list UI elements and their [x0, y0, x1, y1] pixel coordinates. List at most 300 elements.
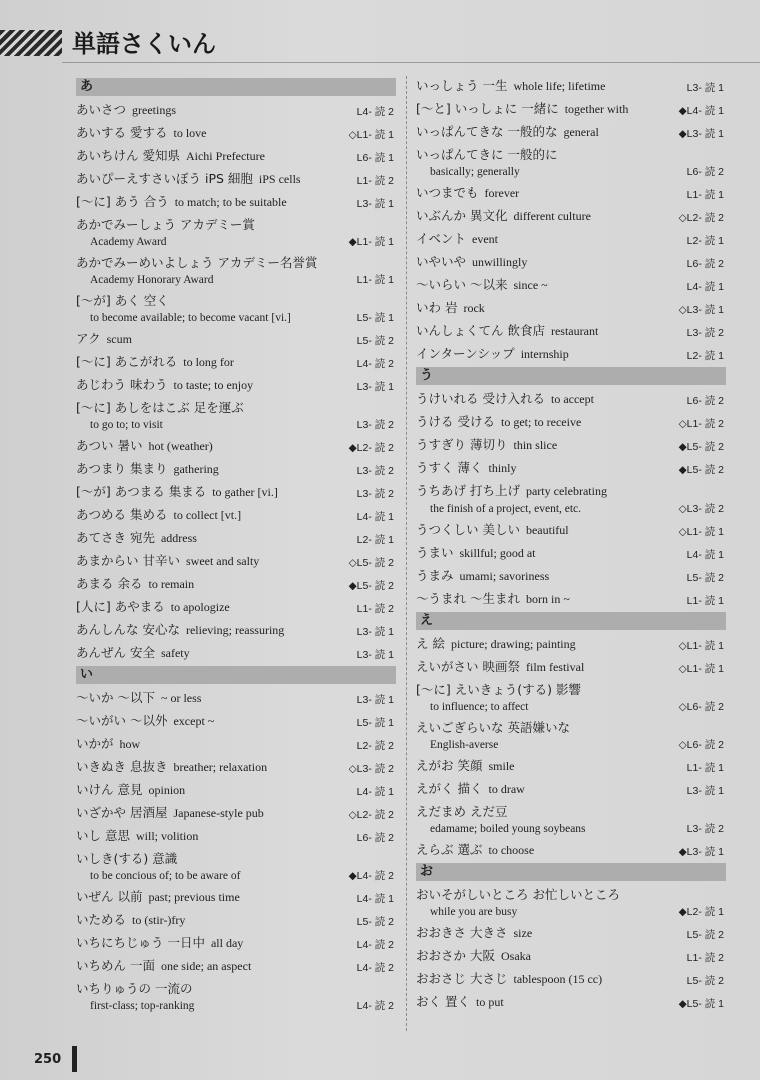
- entry-meaning: restaurant: [550, 324, 599, 338]
- entry-reference: L1- 読 2: [356, 603, 394, 615]
- entry-line: [76, 528, 394, 548]
- entry-line: [76, 826, 394, 846]
- entry-word: えらぶ 選ぶ: [416, 842, 483, 857]
- entry-line: [416, 229, 724, 249]
- index-entry: [76, 291, 396, 326]
- index-entry: [416, 458, 726, 478]
- entry-line: [76, 597, 394, 617]
- entry-line: [416, 680, 724, 699]
- index-entry: [416, 634, 726, 654]
- entry-meaning-continued: the finish of a project, event, etc.: [430, 503, 582, 515]
- entry-reference: ◇L1- 読 1: [348, 129, 394, 141]
- section-header: [416, 367, 726, 385]
- entry-line: [76, 505, 394, 525]
- entry-reference: L3- 読 1: [356, 381, 394, 393]
- entry-word: [〜に] あしをはこぶ 足を運ぶ: [76, 400, 244, 415]
- entry-reference: L2- 読 2: [356, 740, 394, 752]
- entry-meaning: to long for: [183, 355, 234, 369]
- entry-meaning: general: [563, 125, 599, 139]
- entry-meaning: rock: [463, 301, 485, 315]
- entry-meaning: will; volition: [135, 829, 199, 843]
- entry-line: [76, 146, 394, 166]
- entry-word: え 絵: [416, 636, 445, 651]
- entry-line: [76, 688, 394, 708]
- entry-word: あんしんな 安心な: [76, 622, 180, 637]
- entry-meaning: since ~: [513, 278, 548, 292]
- entry-word: おいそがしいところ お忙しいところ: [416, 887, 620, 902]
- index-entry: [76, 528, 396, 548]
- entry-reference: ◇L1- 読 1: [678, 663, 724, 675]
- entry-reference: ◇L5- 読 2: [348, 557, 394, 569]
- entry-word: うつくしい 美しい: [416, 522, 520, 537]
- entry-meaning: relieving; reassuring: [185, 623, 285, 637]
- index-entry: [76, 192, 396, 212]
- entry-meaning: scum: [106, 332, 132, 346]
- entry-meaning-continued: Academy Honorary Award: [90, 274, 214, 286]
- index-entry: [76, 933, 396, 953]
- entry-line: [76, 803, 394, 823]
- entry-meaning: unwillingly: [472, 255, 528, 269]
- entry-meaning: all day: [210, 936, 244, 950]
- entry-reference: ◆L5- 読 2: [678, 441, 724, 453]
- entry-line: [76, 398, 394, 417]
- index-entry: [76, 734, 396, 754]
- index-entry: [76, 505, 396, 525]
- section-kana: う: [420, 368, 434, 383]
- entry-reference: L6- 読 2: [686, 258, 724, 270]
- entry-reference: L4- 読 1: [686, 549, 724, 561]
- entry-line: [76, 192, 394, 212]
- entry-reference: L1- 読 1: [686, 189, 724, 201]
- entry-word: [〜が] あつまる 集まる: [76, 484, 207, 499]
- entry-line: [76, 933, 394, 953]
- entry-line: [416, 145, 724, 164]
- index-entry: [416, 657, 726, 677]
- index-entry: [416, 344, 726, 364]
- entry-reference: L3- 読 2: [356, 419, 394, 431]
- index-entry: [76, 620, 396, 640]
- index-entry: [76, 910, 396, 930]
- entry-word: いかが: [76, 736, 114, 751]
- index-entry: [76, 826, 396, 846]
- entry-line: [416, 543, 724, 563]
- entry-word: いきぬき 息抜き: [76, 759, 168, 774]
- entry-line: [76, 253, 394, 272]
- index-entry: [76, 979, 396, 1014]
- entry-meaning: party celebrating: [525, 484, 607, 498]
- entry-line: [416, 321, 724, 341]
- entry-word: いぜん 以前: [76, 889, 143, 904]
- index-entry: [76, 551, 396, 571]
- entry-reference: L5- 読 2: [356, 335, 394, 347]
- entry-line: [76, 734, 394, 754]
- index-entry: [416, 298, 726, 318]
- entry-word: うすぎり 薄切り: [416, 437, 508, 452]
- index-entry: [76, 375, 396, 395]
- entry-reference: L4- 読 2: [356, 939, 394, 951]
- index-entry: [416, 321, 726, 341]
- entry-word: おおさじ 大さじ: [416, 971, 508, 986]
- index-entry: [416, 145, 726, 180]
- entry-reference: L4- 読 2: [356, 962, 394, 974]
- right-column: [416, 76, 726, 1015]
- entry-reference: L3- 読 2: [686, 327, 724, 339]
- entry-word: いっぱんてきに 一般的に: [416, 147, 558, 162]
- entry-word: いし 意思: [76, 828, 130, 843]
- entry-reference: ◆L5- 読 1: [678, 998, 724, 1010]
- entry-meaning-continued: to become available; to become vacant [vi.]: [90, 312, 291, 324]
- entry-meaning: to love: [173, 126, 207, 140]
- entry-reference: ◇L3- 読 2: [348, 763, 394, 775]
- entry-line: [416, 802, 724, 821]
- index-entry: [416, 183, 726, 203]
- section-header: [76, 78, 396, 96]
- entry-word: いぶんか 異文化: [416, 208, 508, 223]
- entry-reference: ◆L3- 読 1: [678, 128, 724, 140]
- entry-word: あつめる 集める: [76, 507, 168, 522]
- entry-reference: ◆L5- 読 2: [348, 580, 394, 592]
- entry-word: あてさき 宛先: [76, 530, 155, 545]
- entry-word: いっしょう 一生: [416, 78, 508, 93]
- entry-meaning: ~ or less: [160, 691, 202, 705]
- entry-meaning-continued: while you are busy: [430, 906, 518, 918]
- index-entry: [76, 597, 396, 617]
- entry-meaning: to gather [vi.]: [212, 485, 278, 499]
- entry-meaning: address: [160, 531, 197, 545]
- entry-word: [〜が] あく 空く: [76, 293, 169, 308]
- entry-word: 〜いがい 〜以外: [76, 713, 168, 728]
- entry-reference: ◇L1- 読 1: [678, 640, 724, 652]
- section-kana: い: [80, 667, 94, 682]
- entry-line: [416, 969, 724, 989]
- entry-word: うすく 薄く: [416, 460, 483, 475]
- index-entry: [416, 923, 726, 943]
- entry-reference: ◇L6- 読 2: [678, 739, 724, 751]
- entry-reference: ◆L3- 読 1: [678, 846, 724, 858]
- entry-reference: ◆L1- 読 1: [348, 236, 394, 248]
- entry-meaning: Aichi Prefecture: [185, 149, 265, 163]
- entry-meaning: to apologize: [170, 600, 230, 614]
- entry-word: うまみ: [416, 568, 454, 583]
- entry-meaning-continued: basically; generally: [430, 166, 520, 178]
- entry-meaning: to put: [475, 995, 504, 1009]
- entry-word: えがお 笑顔: [416, 758, 483, 773]
- index-entry: [416, 229, 726, 249]
- entry-meaning: whole life; lifetime: [513, 79, 606, 93]
- entry-line: [76, 482, 394, 502]
- index-entry: [416, 122, 726, 142]
- entry-meaning: hot (weather): [148, 439, 213, 453]
- entry-reference: ◇L2- 読 2: [678, 212, 724, 224]
- entry-reference: L1- 読 1: [686, 762, 724, 774]
- entry-reference: L5- 読 2: [686, 929, 724, 941]
- entry-reference: L5- 読 2: [356, 916, 394, 928]
- entry-reference: ◆L4- 読 1: [678, 105, 724, 117]
- entry-reference: L4- 読 1: [356, 786, 394, 798]
- entry-reference: ◇L1- 読 1: [678, 526, 724, 538]
- entry-reference: L1- 読 1: [356, 274, 394, 286]
- entry-reference: L6- 読 1: [356, 152, 394, 164]
- index-entry: [416, 389, 726, 409]
- index-entry: [416, 76, 726, 96]
- section-header: [416, 863, 726, 881]
- entry-word: えいがさい 映画祭: [416, 659, 520, 674]
- page-number: 250: [34, 1052, 62, 1067]
- entry-word: あかでみーしょう アカデミー賞: [76, 217, 255, 232]
- entry-reference: ◆L2- 読 1: [678, 906, 724, 918]
- entry-meaning: sweet and salty: [185, 554, 260, 568]
- entry-line: [76, 329, 394, 349]
- entry-line: [76, 574, 394, 594]
- entry-reference: L1- 読 2: [356, 175, 394, 187]
- section-header: [416, 612, 726, 630]
- entry-reference: L5- 読 2: [686, 572, 724, 584]
- entry-word: いちにちじゅう 一日中: [76, 935, 205, 950]
- entry-line: [416, 779, 724, 799]
- index-entry: [76, 398, 396, 433]
- entry-word: いけん 意見: [76, 782, 143, 797]
- entry-word: あまる 余る: [76, 576, 143, 591]
- entry-word: [〜に] あこがれる: [76, 354, 178, 369]
- entry-meaning-continued: to be concious of; to be aware of: [90, 870, 241, 882]
- entry-word: あんぜん 安全: [76, 645, 155, 660]
- entry-reference: L1- 読 1: [686, 595, 724, 607]
- index-entry: [76, 574, 396, 594]
- entry-meaning: skillful; good at: [459, 546, 536, 560]
- index-entry: [416, 543, 726, 563]
- index-entry: [76, 146, 396, 166]
- entry-word: いちめん 一面: [76, 958, 155, 973]
- entry-word: あつまり 集まり: [76, 461, 168, 476]
- entry-reference: ◆L2- 読 2: [348, 442, 394, 454]
- entry-line: [416, 481, 724, 501]
- index-entry: [76, 711, 396, 731]
- section-kana: え: [420, 613, 434, 628]
- entry-word: いちりゅうの 一流の: [76, 981, 193, 996]
- entry-reference: L3- 読 1: [356, 649, 394, 661]
- entry-line: [76, 956, 394, 976]
- entry-reference: L4- 読 2: [356, 1000, 394, 1012]
- entry-line: [76, 757, 394, 777]
- index-entry: [76, 849, 396, 884]
- entry-reference: L2- 読 1: [356, 534, 394, 546]
- entry-reference: ◆L5- 読 2: [678, 464, 724, 476]
- index-entry: [416, 680, 726, 715]
- entry-meaning: how: [119, 737, 141, 751]
- index-entry: [76, 780, 396, 800]
- entry-reference: L5- 読 1: [356, 312, 394, 324]
- entry-reference: ◇L6- 読 2: [678, 701, 724, 713]
- header-rule: [62, 62, 760, 63]
- entry-word: おく 置く: [416, 994, 470, 1009]
- entry-meaning: smile: [488, 759, 515, 773]
- entry-word: 〜いか 〜以下: [76, 690, 155, 705]
- index-entry: [76, 169, 396, 189]
- index-entry: [416, 481, 726, 517]
- section-kana: あ: [80, 79, 94, 94]
- entry-reference: ◇L3- 読 1: [678, 304, 724, 316]
- index-entry: [416, 885, 726, 920]
- entry-word: あまからい 甘辛い: [76, 553, 180, 568]
- index-entry: [416, 946, 726, 966]
- index-entry: [76, 459, 396, 479]
- entry-line: [76, 910, 394, 930]
- entry-line: [76, 643, 394, 663]
- entry-word: えだまめ えだ豆: [416, 804, 508, 819]
- entry-reference: L2- 読 1: [686, 350, 724, 362]
- entry-reference: ◇L1- 読 2: [678, 418, 724, 430]
- left-column: [76, 76, 396, 1017]
- entry-meaning: to choose: [488, 843, 535, 857]
- entry-reference: L3- 読 1: [356, 694, 394, 706]
- entry-word: [〜に] あう 合う: [76, 194, 169, 209]
- entry-meaning: beautiful: [525, 523, 569, 537]
- entry-meaning-continued: edamame; boiled young soybeans: [430, 823, 586, 835]
- entry-word: インターンシップ: [416, 346, 515, 361]
- entry-reference: ◆L4- 読 2: [348, 870, 394, 882]
- entry-word: いしき(する) 意識: [76, 851, 178, 866]
- entry-meaning: to draw: [488, 782, 525, 796]
- entry-meaning: to taste; to enjoy: [173, 378, 254, 392]
- index-entry: [416, 412, 726, 432]
- entry-meaning-continued: to influence; to affect: [430, 701, 529, 713]
- entry-line: [416, 718, 724, 737]
- entry-meaning: film festival: [525, 660, 585, 674]
- entry-meaning: to get; to receive: [500, 415, 582, 429]
- index-entry: [76, 482, 396, 502]
- entry-word: いやいや: [416, 254, 467, 269]
- entry-reference: L4- 読 2: [356, 358, 394, 370]
- entry-word: あいさつ: [76, 102, 127, 117]
- entry-meaning: picture; drawing; painting: [450, 637, 576, 651]
- entry-word: 〜うまれ 〜生まれ: [416, 591, 520, 606]
- entry-line: [416, 275, 724, 295]
- entry-reference: L3- 読 2: [686, 823, 724, 835]
- entry-line: [76, 123, 394, 143]
- entry-meaning-continued: first-class; top-ranking: [90, 1000, 195, 1012]
- entry-reference: L5- 読 1: [356, 717, 394, 729]
- section-kana: お: [420, 864, 434, 879]
- index-entry: [416, 718, 726, 753]
- entry-word: うける 受ける: [416, 414, 495, 429]
- index-entry: [416, 99, 726, 119]
- entry-word: うちあげ 打ち上げ: [416, 483, 520, 498]
- index-entry: [76, 436, 396, 456]
- entry-word: いざかや 居酒屋: [76, 805, 168, 820]
- index-entry: [76, 803, 396, 823]
- index-entry: [76, 887, 396, 907]
- entry-reference: L3- 読 2: [356, 465, 394, 477]
- entry-word: あいする 愛する: [76, 125, 168, 140]
- entry-line: [76, 849, 394, 868]
- entry-word: アク: [76, 331, 101, 346]
- entry-reference: L3- 読 1: [686, 82, 724, 94]
- entry-reference: L6- 読 2: [686, 166, 724, 178]
- footer-bar: [72, 1046, 77, 1072]
- entry-reference: L5- 読 2: [686, 975, 724, 987]
- entry-line: [76, 100, 394, 120]
- entry-reference: L6- 読 2: [686, 395, 724, 407]
- index-entry: [416, 756, 726, 776]
- entry-reference: L6- 読 2: [356, 832, 394, 844]
- entry-line: [416, 923, 724, 943]
- entry-word: いわ 岩: [416, 300, 458, 315]
- entry-meaning-continued: English-averse: [430, 739, 499, 751]
- entry-word: [〜に] えいきょう(する) 影響: [416, 682, 581, 697]
- index-entry: [416, 435, 726, 455]
- entry-line: [76, 887, 394, 907]
- entry-line: [76, 291, 394, 310]
- entry-meaning: born in ~: [525, 592, 570, 606]
- entry-reference: L4- 読 1: [356, 511, 394, 523]
- entry-meaning: to match; to be suitable: [174, 195, 287, 209]
- entry-line: [416, 756, 724, 776]
- entry-reference: ◇L3- 読 2: [678, 503, 724, 515]
- entry-word: あかでみーめいよしょう アカデミー名誉賞: [76, 255, 318, 270]
- entry-meaning: except ~: [173, 714, 215, 728]
- entry-line: [76, 459, 394, 479]
- entry-reference: L1- 読 2: [686, 952, 724, 964]
- entry-word: うまい: [416, 545, 454, 560]
- index-entry: [416, 779, 726, 799]
- entry-line: [416, 566, 724, 586]
- entry-line: [416, 183, 724, 203]
- index-entry: [416, 969, 726, 989]
- entry-reference: L3- 読 1: [356, 626, 394, 638]
- entry-reference: L4- 読 1: [356, 893, 394, 905]
- entry-reference: L3- 読 1: [356, 198, 394, 210]
- entry-word: おおきさ 大きさ: [416, 925, 508, 940]
- index-entry: [76, 123, 396, 143]
- entry-meaning: different culture: [513, 209, 591, 223]
- entry-word: いんしょくてん 飲食店: [416, 323, 545, 338]
- index-entry: [416, 802, 726, 837]
- index-entry: [76, 688, 396, 708]
- page-title: 単語さくいん: [72, 30, 216, 58]
- entry-line: [76, 979, 394, 998]
- entry-word: 〜いらい 〜以来: [416, 277, 508, 292]
- entry-line: [76, 352, 394, 372]
- entry-meaning: to remain: [148, 577, 195, 591]
- entry-word: あじわう 味わう: [76, 377, 168, 392]
- entry-line: [416, 589, 724, 609]
- entry-line: [416, 252, 724, 272]
- index-entry: [416, 252, 726, 272]
- entry-meaning: breather; relaxation: [173, 760, 268, 774]
- entry-meaning: greetings: [132, 103, 177, 117]
- index-entry: [76, 956, 396, 976]
- entry-word: えいごぎらいな 英語嫌いな: [416, 720, 570, 735]
- entry-line: [76, 780, 394, 800]
- page-header: [0, 22, 760, 62]
- entry-line: [76, 215, 394, 234]
- entry-word: うけいれる 受け入れる: [416, 391, 545, 406]
- entry-meaning: Japanese-style pub: [173, 806, 264, 820]
- entry-word: おおさか 大阪: [416, 948, 495, 963]
- entry-meaning: gathering: [173, 462, 219, 476]
- entry-word: いっぱんてきな 一般的な: [416, 124, 558, 139]
- entry-line: [76, 711, 394, 731]
- index-entry: [416, 275, 726, 295]
- entry-reference: L2- 読 1: [686, 235, 724, 247]
- entry-reference: L3- 読 1: [686, 785, 724, 797]
- entry-meaning-continued: Academy Award: [90, 236, 167, 248]
- column-divider: [406, 76, 407, 1031]
- entry-word: いためる: [76, 912, 127, 927]
- entry-reference: ◇L2- 読 2: [348, 809, 394, 821]
- entry-line: [416, 389, 724, 409]
- entry-meaning: together with: [564, 102, 629, 116]
